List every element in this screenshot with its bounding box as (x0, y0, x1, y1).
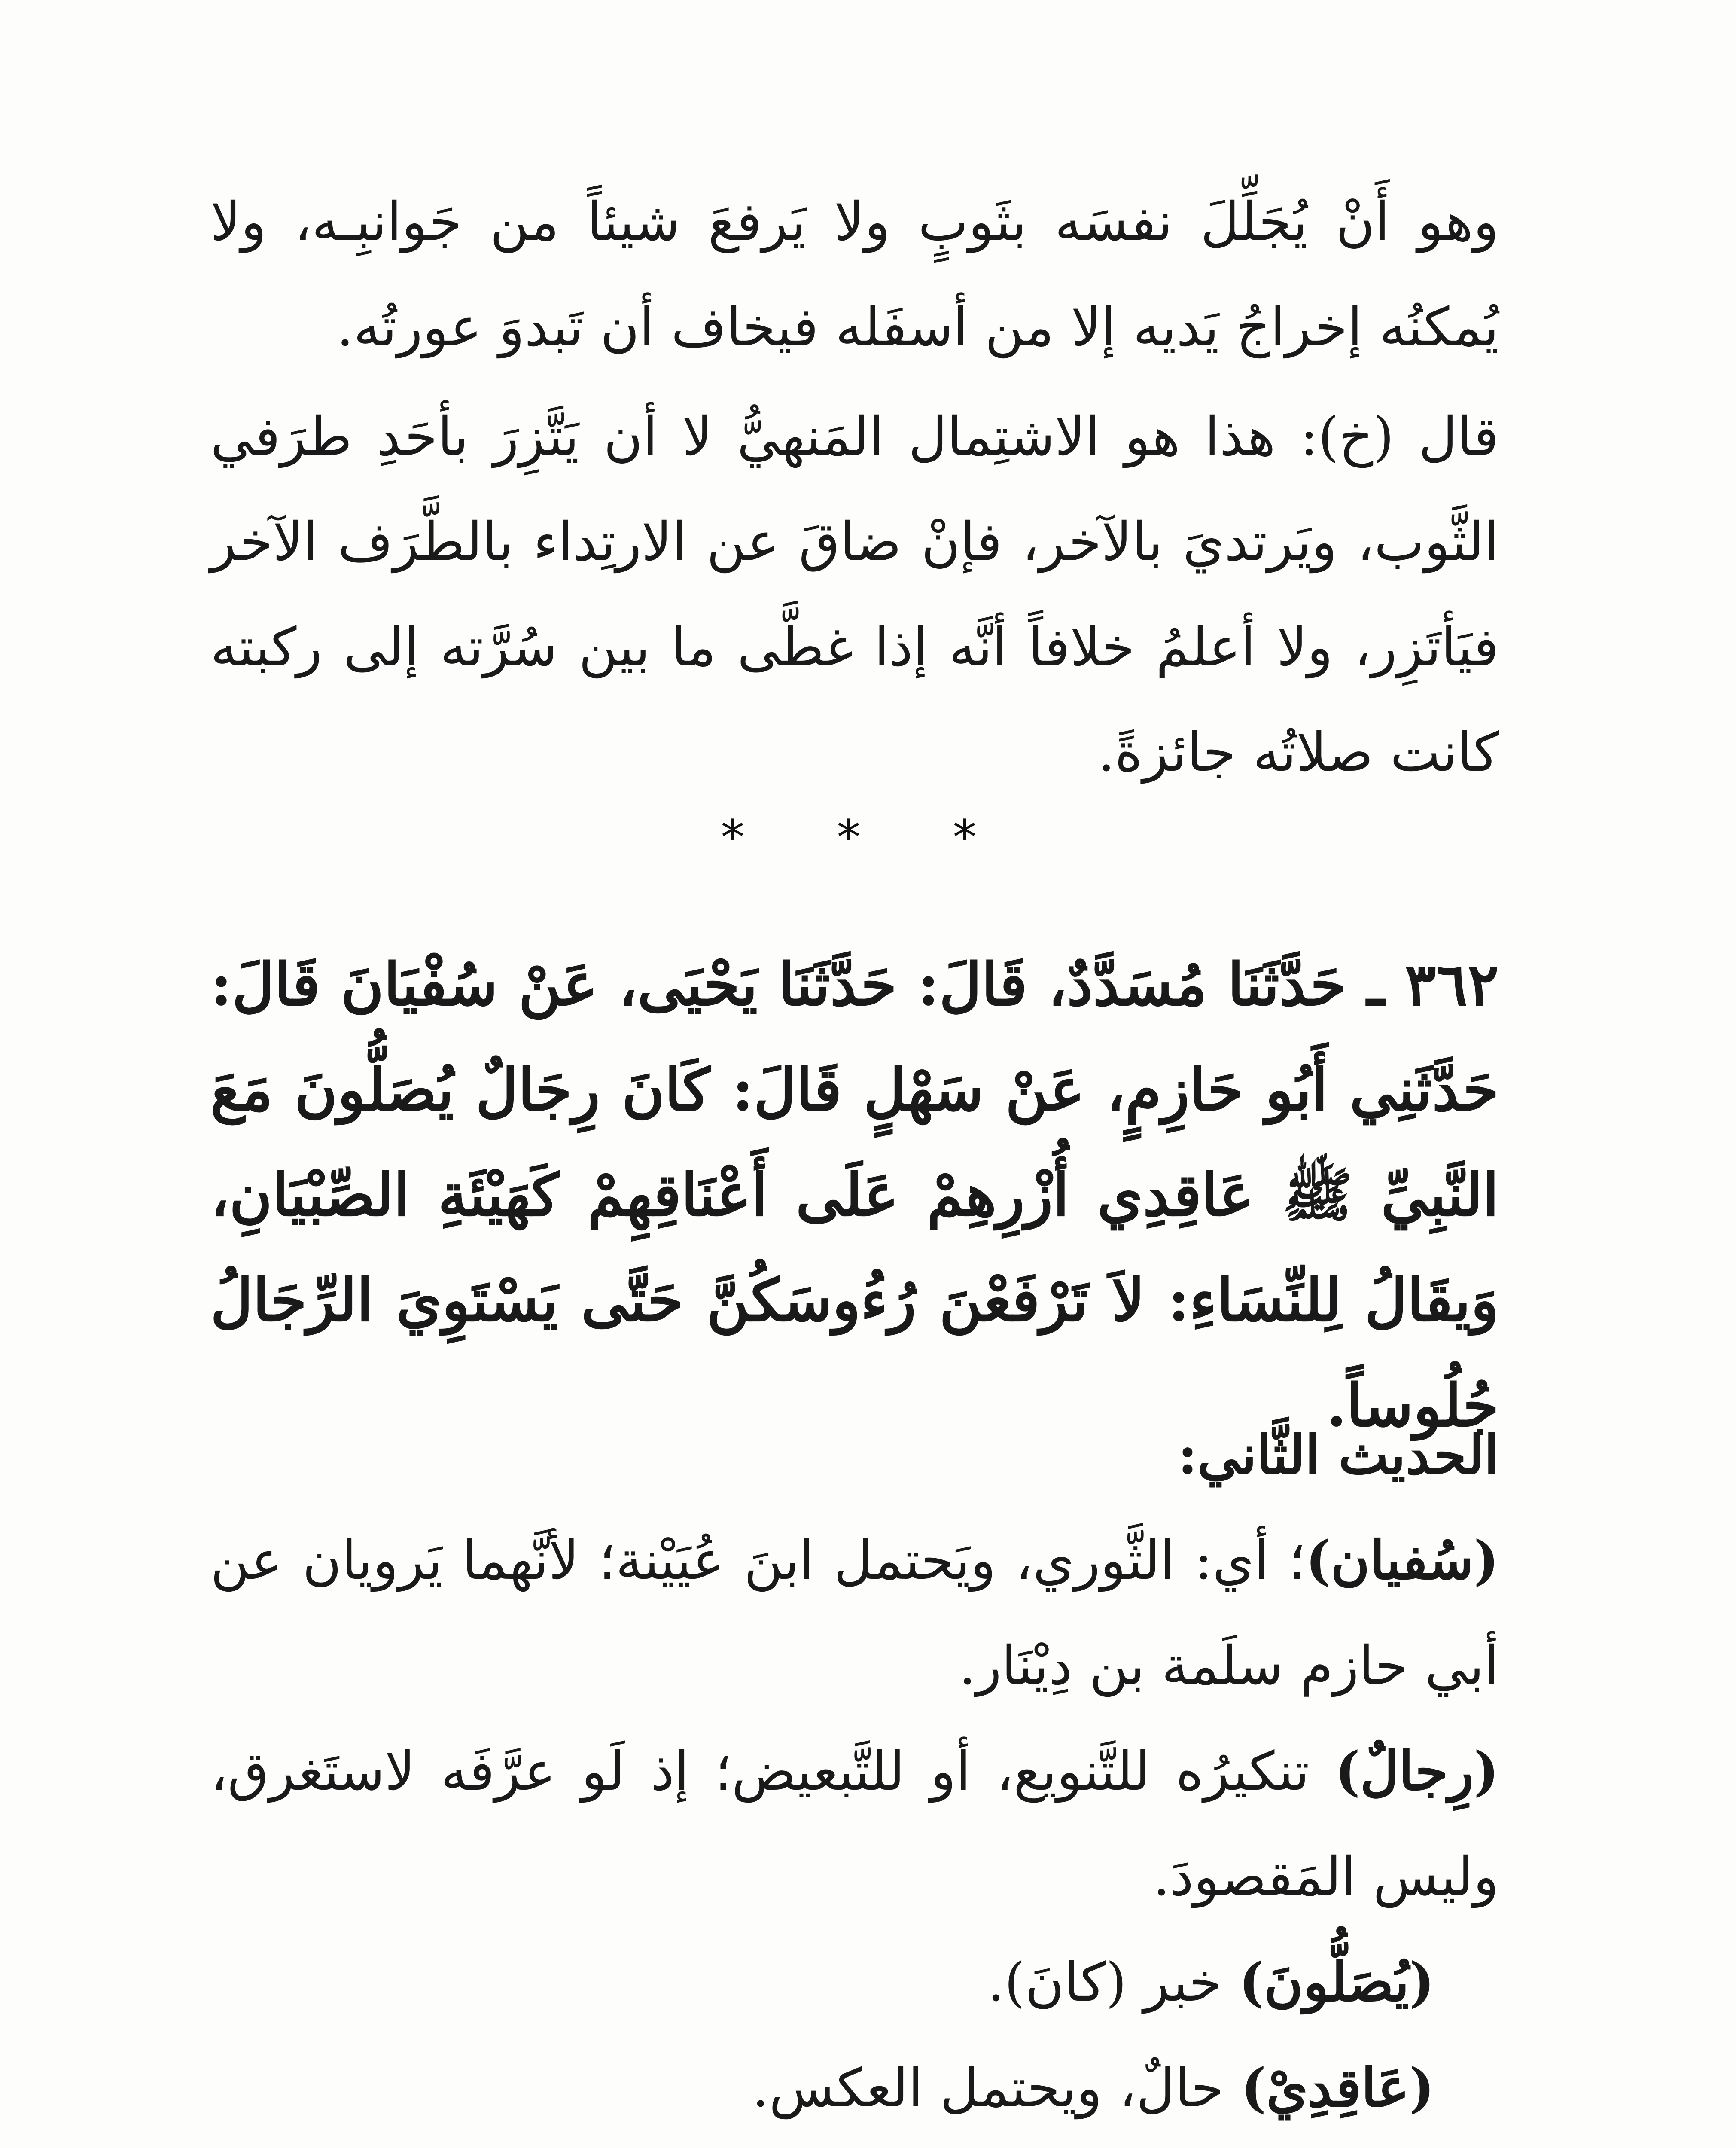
section-separator: * * * (721, 810, 1015, 865)
note-term: (سُفيان) (1305, 1529, 1499, 1592)
note-item (210, 1930, 1499, 2035)
hadith-block (210, 932, 1499, 1458)
note-item (210, 1508, 1499, 1719)
note-text: خبر (كانَ). (987, 1952, 1239, 2014)
notes-block (210, 1403, 1499, 2148)
commentary-block (210, 384, 1499, 806)
commentary-paragraph: قال (خ): هذا هو الاشتِمال المَنهيُّ لا أن يَتَّزِرَ بأحَدِ طرَفي الثَّوب، ويَرتديَ بالآخر، فإنْ ضاقَ عن الارتِداء بالطَّرَف الآخر فيَأتَزِر، ولا أعلمُ خلافاً أنَّه إذا غطَّى ما بين سُرَّته إلى ركبته كانت صلاتُه جائزةً. (210, 406, 1499, 784)
note-text: تنكيرُه للتَّنويع، أو للتَّبعيض؛ إذ لَو عرَّفَه لاستَغرق، وليس المَقصودَ. (210, 1741, 1499, 1908)
hadith-text: ٣٦٢ ـ حَدَّثَنَا مُسَدَّدٌ، قَالَ: حَدَّثَنَا يَحْيَى، عَنْ سُفْيَانَ قَالَ: حَدَّثَنِي أَبُو حَازِمٍ، عَنْ سَهْلٍ قَالَ: كَانَ رِجَالٌ يُصَلُّونَ مَعَ النَّبِيِّ ﷺ عَاقِدِي أُزْرِهِمْ عَلَى أَعْنَاقِهِمْ كَهَيْئَةِ الصِّبْيَانِ، وَيقَالُ لِلنِّسَاءِ: لاَ تَرْفَعْنَ رُءُوسَكُنَّ حَتَّى يَسْتَوِيَ الرِّجَالُ جُلُوساً. (210, 950, 1499, 1440)
note-term: (عَاقِدِيْ) (1241, 2057, 1434, 2119)
intro-block (210, 170, 1499, 380)
note-item (210, 2141, 1499, 2148)
note-term: (رِجالٌ) (1335, 1740, 1499, 1803)
note-item (210, 2035, 1499, 2141)
note-text: ؛ أي: الثَّوري، ويَحتمل ابنَ عُيَيْنة؛ لأنَّهما يَرويان عن أبي حازم سلَمة بن دِيْنَار. (210, 1530, 1499, 1697)
intro-paragraph: وهو أَنْ يُجَلِّلَ نفسَه بثَوبٍ ولا يَرفعَ شيئاً من جَوانبِـه، ولا يُمكنُه إخراجُ يَديه إلا من أسفَله فيخاف أن تَبدوَ عورتُه. (210, 191, 1499, 358)
section-heading: الحديث الثَّاني: (1178, 1424, 1499, 1486)
note-item (210, 1719, 1499, 1930)
note-text: حالٌ، ويحتمل العكس. (752, 2057, 1241, 2119)
note-term: (يُصَلُّونَ) (1239, 1951, 1434, 2014)
